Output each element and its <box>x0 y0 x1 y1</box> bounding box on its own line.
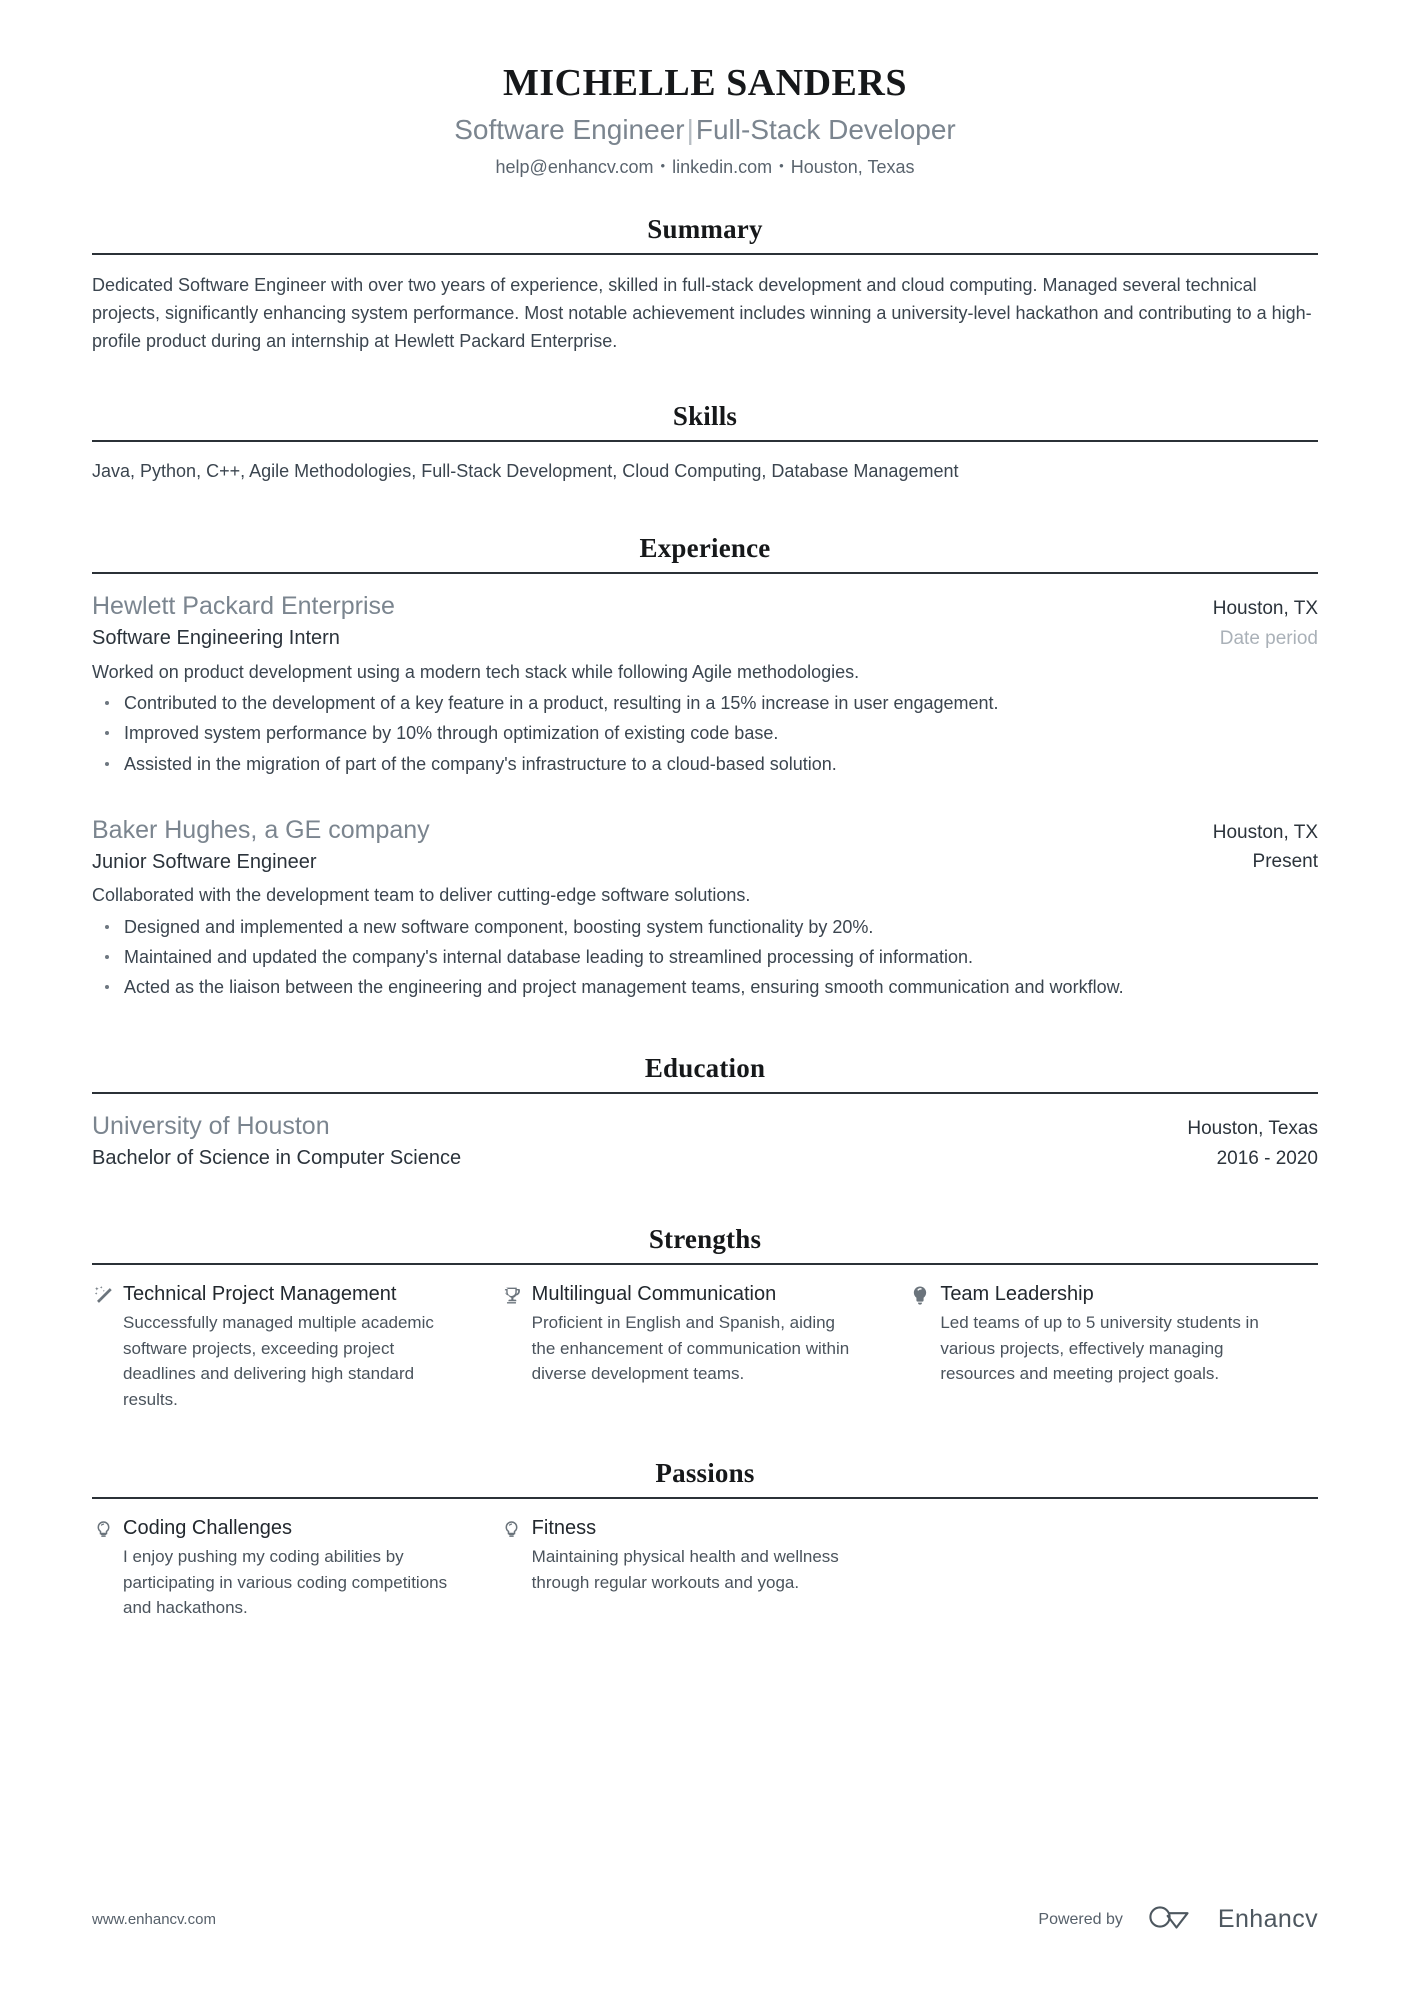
spacer <box>92 1013 1318 1053</box>
summary-text: Dedicated Software Engineer with over two years of experience, skilled in full-stack development and cloud computing. Managed several technical projects, significantly enhancing system performance. Most notable achievement includes winning a university-level hackathon and contributing to a high-profile product during an internship at Hewlett Packard Enterprise. <box>92 275 1312 352</box>
section-divider <box>92 253 1318 255</box>
powered-by-label: Powered by <box>1038 1910 1123 1928</box>
passions-grid <box>92 1515 1318 1621</box>
passion-card-empty <box>909 1515 1318 1621</box>
list-item: Acted as the liaison between the engineering and project management teams, ensuring smooth communication and workflow. <box>92 973 1318 1001</box>
skills-list: Java, Python, C++, Agile Methodologies, Full-Stack Development, Cloud Computing, Database Management <box>92 461 959 482</box>
spacer <box>92 1184 1318 1224</box>
passion-card-header <box>501 1515 858 1541</box>
job-date-period[interactable]: Present <box>1252 851 1318 873</box>
footer-branding <box>1038 1902 1318 1937</box>
strength-card <box>501 1281 910 1412</box>
education-entry <box>92 1110 1318 1172</box>
experience-entry-header <box>92 814 1318 876</box>
contact-linkedin[interactable]: linkedin.com <box>672 156 773 177</box>
strength-title: Team Leadership <box>940 1283 1094 1306</box>
magic-wand-icon <box>92 1283 114 1307</box>
experience-entry-meta <box>1213 820 1318 876</box>
job-title: Junior Software Engineer <box>92 850 317 873</box>
section-heading-experience: Experience <box>639 533 771 564</box>
job-title: Software Engineering Intern <box>92 627 340 650</box>
passion-card <box>501 1515 910 1621</box>
section-divider <box>92 1092 1318 1094</box>
strength-card <box>92 1281 501 1412</box>
job-achievement-list <box>92 913 1318 1001</box>
section-divider <box>92 572 1318 574</box>
professional-headline <box>92 112 1318 148</box>
strength-title: Technical Project Management <box>123 1283 397 1306</box>
enhancv-infinity-logo <box>1145 1902 1207 1937</box>
section-heading-strengths: Strengths <box>648 1224 762 1255</box>
resume-header <box>92 60 1318 180</box>
company-name: Baker Hughes, a GE company <box>92 815 430 844</box>
experience-entry-main <box>92 590 1213 652</box>
strength-title: Multilingual Communication <box>531 1283 777 1306</box>
spacer <box>92 361 1318 401</box>
section-heading-summary: Summary <box>647 214 763 245</box>
strength-description: Successfully managed multiple academic software projects, exceeding project deadlines and delivering high standard results. <box>123 1313 434 1409</box>
spacer <box>92 1418 1318 1458</box>
section-heading-skills: Skills <box>672 401 738 432</box>
job-description: Worked on product development using a modern tech stack while following Agile methodologies. <box>92 661 860 682</box>
passion-card-header <box>92 1515 449 1541</box>
strength-card <box>909 1281 1318 1412</box>
section-heading-education: Education <box>644 1052 766 1083</box>
page-footer <box>92 1902 1318 1937</box>
list-item: Designed and implemented a new software component, boosting system functionality by 20%. <box>92 913 1318 941</box>
section-divider <box>92 1497 1318 1499</box>
experience-entry-header <box>92 590 1318 652</box>
job-achievement-list <box>92 689 1318 777</box>
lightbulb-filled-icon <box>909 1283 931 1307</box>
strengths-grid <box>92 1281 1318 1412</box>
spacer <box>92 790 1318 814</box>
strength-card-header <box>909 1281 1266 1307</box>
spacer <box>92 507 1318 533</box>
experience-entry <box>92 590 1318 777</box>
strength-card-header <box>92 1281 449 1307</box>
job-location: Houston, TX <box>1212 821 1318 843</box>
school-name: University of Houston <box>92 1111 330 1140</box>
headline-secondary-role: Full-Stack Developer <box>695 113 956 145</box>
headline-primary-role: Software Engineer <box>454 113 685 145</box>
strength-card-header <box>501 1281 858 1307</box>
section-strengths <box>92 1224 1318 1412</box>
headline-divider: | <box>686 113 694 145</box>
experience-entry-main <box>92 814 1213 876</box>
job-date-period[interactable]: Date period <box>1219 627 1318 649</box>
contact-email[interactable]: help@enhancv.com <box>495 156 654 177</box>
section-heading-passions: Passions <box>655 1458 755 1489</box>
bullet-separator-icon: • <box>660 157 666 173</box>
education-entry-meta <box>1187 1116 1318 1172</box>
education-entry-header <box>92 1110 1318 1172</box>
experience-entry-meta <box>1213 596 1318 652</box>
section-summary <box>92 214 1318 355</box>
strength-description: Led teams of up to 5 university students in various projects, effectively managing resources and meeting project goals. <box>940 1313 1259 1384</box>
job-description: Collaborated with the development team to deliver cutting-edge software solutions. <box>92 884 751 905</box>
section-divider <box>92 440 1318 442</box>
enhancv-wordmark: Enhancv <box>1217 1905 1318 1933</box>
strength-description: Proficient in English and Spanish, aiding the enhancement of communication within diverse development teams. <box>531 1313 850 1384</box>
bullet-separator-icon: • <box>779 157 784 173</box>
list-item: Maintained and updated the company's internal database leading to streamlined processing of information. <box>92 943 1318 971</box>
enhancv-brand[interactable] <box>1145 1902 1318 1937</box>
page-title: MICHELLE SANDERS <box>503 62 907 104</box>
passion-card <box>92 1515 501 1621</box>
education-entry-main <box>92 1110 1187 1172</box>
passion-title: Coding Challenges <box>123 1517 293 1540</box>
passion-title: Fitness <box>531 1517 597 1540</box>
contact-info <box>92 155 1318 180</box>
passion-description: Maintaining physical health and wellness through regular workouts and yoga. <box>531 1547 839 1592</box>
company-name: Hewlett Packard Enterprise <box>92 592 395 621</box>
list-item: Improved system performance by 10% through optimization of existing code base. <box>92 719 1318 747</box>
lightbulb-outline-icon <box>501 1517 523 1541</box>
school-location: Houston, Texas <box>1187 1117 1318 1139</box>
section-experience <box>92 533 1318 1001</box>
trophy-icon <box>501 1283 523 1307</box>
footer-website-url[interactable]: www.enhancv.com <box>92 1911 216 1928</box>
degree-name: Bachelor of Science in Computer Science <box>92 1146 462 1169</box>
section-passions <box>92 1458 1318 1621</box>
contact-location: Houston, Texas <box>790 156 915 177</box>
job-location: Houston, TX <box>1212 598 1318 620</box>
list-item: Contributed to the development of a key feature in a product, resulting in a 15% increase in user engagement. <box>92 689 1318 717</box>
section-education <box>92 1053 1318 1172</box>
education-date-period: 2016 - 2020 <box>1216 1147 1318 1169</box>
section-divider <box>92 1263 1318 1265</box>
lightbulb-outline-icon <box>92 1517 114 1541</box>
passion-description: I enjoy pushing my coding abilities by participating in various coding competitions and hackathons. <box>123 1547 448 1618</box>
list-item: Assisted in the migration of part of the company's infrastructure to a cloud-based solution. <box>92 750 1318 778</box>
experience-entry <box>92 814 1318 1001</box>
section-skills <box>92 401 1318 485</box>
